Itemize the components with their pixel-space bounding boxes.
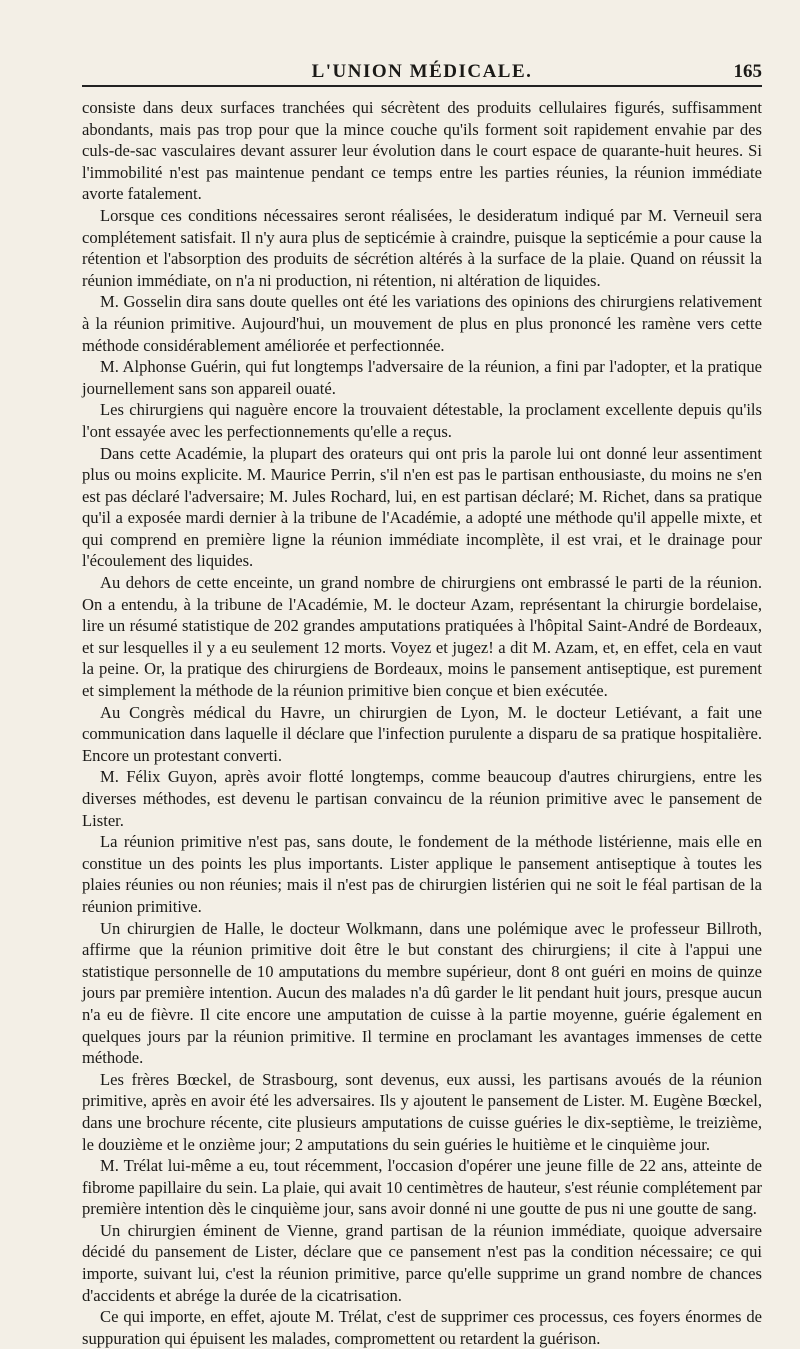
page-number: 165 [733,61,762,82]
paragraph: M. Gosselin dira sans doute quelles ont été les variations des opinions des chirurgiens relativement à la réunion primitive. Aujourd'hui, un mouvement de plus en plus prononcé les ramène vers cette méthode considérablement améliorée et perfectionnée. [82,292,762,355]
paragraph: Au dehors de cette enceinte, un grand nombre de chirurgiens ont embrassé le parti de la réunion. On a entendu, à la tribune de l'Académie, M. le docteur Azam, représentant la chirurgie bordelaise, lire un résumé statistique de 202 grandes amputations pratiquées à l'hôpital Saint-André de Bordeaux, et sur lesquelles il y a eu seulement 12 morts. Voyez et jugez! a dit M. Azam, et, en effet, cela en vaut la peine. Or, la pratique des chirurgiens de Bordeaux, moins le pansement antiseptique, est purement et simplement la méthode de la réunion primitive bien conçue et bien exécutée. [82,573,762,701]
paragraph: Un chirurgien éminent de Vienne, grand partisan de la réunion immédiate, quoique adversaire décidé du pansement de Lister, déclare que ce pansement n'est pas la condition nécessaire; ce qui importe, suivant lui, c'est la réunion primitive, parce qu'elle supprime un grand nombre de chances d'accidents et abrége la durée de la cicatrisation. [82,1220,762,1305]
paragraph: Au Congrès médical du Havre, un chirurgien de Lyon, M. le docteur Letiévant, a fait une communication dans laquelle il déclare que l'infection purulente a disparu de sa pratique hospitalière. Encore un protestant converti. [82,702,762,765]
article-body [82,97,762,1349]
paragraph: Les frères Bœckel, de Strasbourg, sont devenus, eux aussi, les partisans avoués de la réunion primitive, après en avoir été les adversaires. Ils y ajoutent le pansement de Lister. M. Eugène Bœckel, dans une brochure récente, cite plusieurs amputations de cuisse guéries le dix-septième, le treizième, le douzième et le onzième jour; 2 amputations du sein guéries le huitième et le cinquième jour. [82,1069,762,1154]
paragraph: M. Félix Guyon, après avoir flotté longtemps, comme beaucoup d'autres chirurgiens, entre les diverses méthodes, est devenu le partisan convaincu de la réunion primitive avec le pansement de Lister. [82,767,762,830]
running-title: L'UNION MÉDICALE. [311,61,533,82]
page-header [82,27,762,83]
document-page [0,27,800,1348]
paragraph: consiste dans deux surfaces tranchées qui sécrètent des produits cellulaires figurés, suffisamment abondants, mais pas trop pour que la mince couche qu'ils forment soit rapidement envahie par des culs-de-sac vasculaires devant assurer leur évolution dans le court espace de quarante-huit heures. Si l'immobilité n'est pas maintenue pendant ce temps entre les parties réunies, la réunion immédiate avorte fatalement. [82,98,762,204]
paragraph: Les chirurgiens qui naguère encore la trouvaient détestable, la proclament excellente depuis qu'ils l'ont essayée avec les perfectionnements qu'elle a reçus. [82,400,762,441]
paragraph: Ce qui importe, en effet, ajoute M. Trélat, c'est de supprimer ces processus, ces foyers énormes de suppuration qui épuisent les malades, compromettent ou retardent la guérison. [82,1307,762,1348]
paragraph: Un chirurgien de Halle, le docteur Wolkmann, dans une polémique avec le professeur Billroth, affirme que la réunion primitive doit être le but constant des chirurgiens; il cite à l'appui une statistique personnelle de 10 amputations du membre supérieur, dont 8 ont guéri en moins de quinze jours par première intention. Aucun des malades n'a dû garder le lit pendant huit jours, presque aucun n'a eu de fièvre. Il cite encore une amputation de cuisse à la partie moyenne, guérie également en quelques jours par la réunion primitive. Il termine en proclamant les avantages immenses de cette méthode. [82,918,762,1068]
paragraph: Lorsque ces conditions nécessaires seront réalisées, le desideratum indiqué par M. Verneuil sera complétement satisfait. Il n'y aura plus de septicémie à craindre, puisque la septicémie a pour cause la rétention et l'absorption des produits de sécrétion altérés à la surface de la plaie. Quand on réussit la réunion immédiate, on n'a ni production, ni rétention, ni altération de liquides. [82,205,762,290]
paragraph: M. Trélat lui-même a eu, tout récemment, l'occasion d'opérer une jeune fille de 22 ans, atteinte de fibrome papillaire du sein. La plaie, qui avait 10 centimètres de hauteur, s'est réunie complétement par première intention dès le cinquième jour, sans avoir donné ni une goutte de pus ni une goutte de sang. [82,1156,762,1219]
paragraph: Dans cette Académie, la plupart des orateurs qui ont pris la parole lui ont donné leur assentiment plus ou moins explicite. M. Maurice Perrin, s'il n'en est pas le partisan enthousiaste, du moins ne s'en est pas déclaré l'adversaire; M. Jules Rochard, lui, en est partisan déclaré; M. Richet, dans sa pratique qu'il a exposée mardi dernier à la tribune de l'Académie, a adopté une méthode qu'il appelle mixte, et qui comprend en première ligne la réunion immédiate incomplète, il est vrai, et le drainage pour l'écoulement des liquides. [82,443,762,571]
paragraph: M. Alphonse Guérin, qui fut longtemps l'adversaire de la réunion, a fini par l'adopter, et la pratique journellement sans son appareil ouaté. [82,357,762,398]
paragraph: La réunion primitive n'est pas, sans doute, le fondement de la méthode listérienne, mais elle en constitue un des points les plus importants. Lister applique le pansement antiseptique à toutes les plaies réunies ou non réunies; mais il n'est pas de chirurgien listérien qui ne soit le féal partisan de la réunion primitive. [82,832,762,916]
header-rule [82,85,762,87]
